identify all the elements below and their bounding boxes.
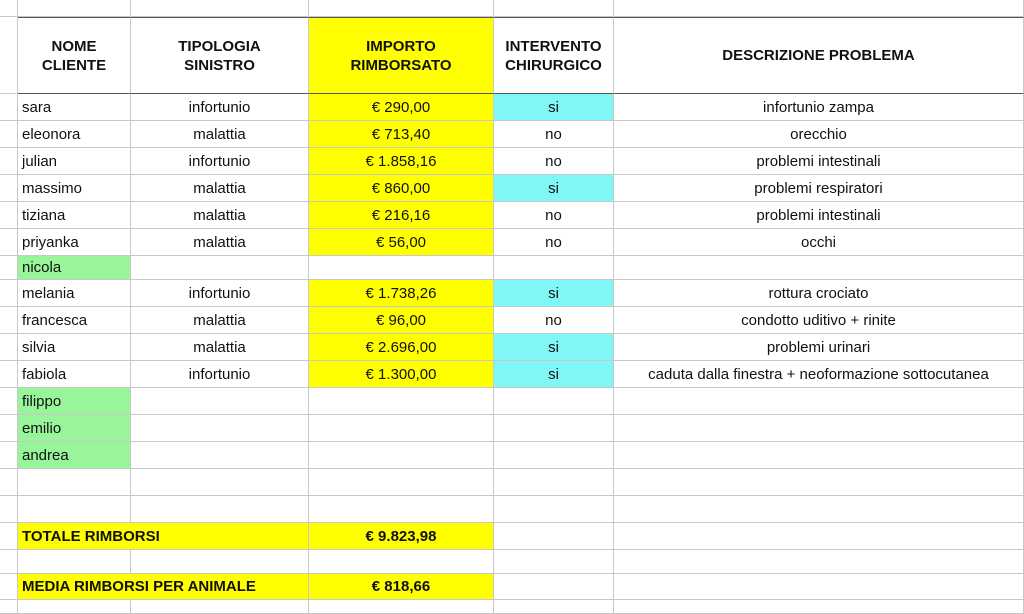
cell-tipologia-sinistro[interactable] bbox=[131, 415, 309, 442]
cell-descrizione-problema[interactable]: rottura crociato bbox=[614, 280, 1024, 307]
cell-descrizione-problema[interactable]: problemi intestinali bbox=[614, 202, 1024, 229]
cell-descrizione-problema[interactable] bbox=[614, 388, 1024, 415]
cell-importo-rimborsato[interactable] bbox=[309, 442, 494, 469]
header-tipologia-sinistro[interactable]: TIPOLOGIA SINISTRO bbox=[131, 17, 309, 94]
empty-cell[interactable] bbox=[18, 496, 131, 523]
cell-importo-rimborsato[interactable] bbox=[309, 415, 494, 442]
empty-cell[interactable] bbox=[18, 550, 131, 574]
cell-intervento-chirurgico[interactable]: si bbox=[494, 175, 614, 202]
empty-cell[interactable] bbox=[0, 469, 18, 496]
cell-intervento-chirurgico[interactable]: no bbox=[494, 307, 614, 334]
cell-intervento-chirurgico[interactable]: si bbox=[494, 280, 614, 307]
empty-cell[interactable] bbox=[0, 334, 18, 361]
empty-cell[interactable] bbox=[18, 469, 131, 496]
cell-descrizione-problema[interactable]: problemi intestinali bbox=[614, 148, 1024, 175]
cell-tipologia-sinistro[interactable]: malattia bbox=[131, 307, 309, 334]
cell-tipologia-sinistro[interactable]: malattia bbox=[131, 334, 309, 361]
empty-cell[interactable] bbox=[0, 496, 18, 523]
empty-cell[interactable] bbox=[0, 361, 18, 388]
cell-nome-cliente[interactable]: francesca bbox=[18, 307, 131, 334]
header-intervento-chirurgico[interactable]: INTERVENTO CHIRURGICO bbox=[494, 17, 614, 94]
cell-importo-rimborsato[interactable]: € 96,00 bbox=[309, 307, 494, 334]
cell-intervento-chirurgico[interactable]: si bbox=[494, 94, 614, 121]
cell-descrizione-problema[interactable]: orecchio bbox=[614, 121, 1024, 148]
empty-cell[interactable] bbox=[0, 202, 18, 229]
empty-cell[interactable] bbox=[0, 523, 18, 550]
cell-nome-cliente[interactable]: tiziana bbox=[18, 202, 131, 229]
empty-cell[interactable] bbox=[614, 0, 1024, 17]
cell-nome-cliente[interactable]: fabiola bbox=[18, 361, 131, 388]
cell-importo-rimborsato[interactable]: € 1.858,16 bbox=[309, 148, 494, 175]
cell-descrizione-problema[interactable] bbox=[614, 256, 1024, 280]
empty-cell[interactable] bbox=[131, 469, 309, 496]
empty-cell[interactable] bbox=[0, 550, 18, 574]
cell-nome-cliente[interactable]: filippo bbox=[18, 388, 131, 415]
empty-cell[interactable] bbox=[614, 600, 1024, 614]
empty-cell[interactable] bbox=[494, 550, 614, 574]
cell-intervento-chirurgico[interactable] bbox=[494, 388, 614, 415]
empty-cell[interactable] bbox=[0, 600, 18, 614]
cell-importo-rimborsato[interactable]: € 2.696,00 bbox=[309, 334, 494, 361]
cell-importo-rimborsato[interactable] bbox=[309, 388, 494, 415]
empty-cell[interactable] bbox=[0, 574, 18, 600]
empty-cell[interactable] bbox=[494, 469, 614, 496]
cell-importo-rimborsato[interactable]: € 1.738,26 bbox=[309, 280, 494, 307]
empty-cell[interactable] bbox=[0, 388, 18, 415]
cell-intervento-chirurgico[interactable]: si bbox=[494, 334, 614, 361]
empty-cell[interactable] bbox=[309, 600, 494, 614]
empty-cell[interactable] bbox=[614, 550, 1024, 574]
cell-importo-rimborsato[interactable]: € 216,16 bbox=[309, 202, 494, 229]
cell-importo-rimborsato[interactable]: € 1.300,00 bbox=[309, 361, 494, 388]
cell-intervento-chirurgico[interactable]: no bbox=[494, 121, 614, 148]
empty-cell[interactable] bbox=[494, 523, 614, 550]
cell-intervento-chirurgico[interactable]: no bbox=[494, 229, 614, 256]
cell-descrizione-problema[interactable]: problemi respiratori bbox=[614, 175, 1024, 202]
cell-intervento-chirurgico[interactable] bbox=[494, 442, 614, 469]
cell-nome-cliente[interactable]: julian bbox=[18, 148, 131, 175]
cell-descrizione-problema[interactable] bbox=[614, 415, 1024, 442]
empty-cell[interactable] bbox=[18, 0, 131, 17]
empty-cell[interactable] bbox=[0, 229, 18, 256]
empty-cell[interactable] bbox=[614, 523, 1024, 550]
empty-cell[interactable] bbox=[0, 94, 18, 121]
totale-rimborsi-value[interactable]: € 9.823,98 bbox=[309, 523, 494, 550]
cell-nome-cliente[interactable]: sara bbox=[18, 94, 131, 121]
empty-cell[interactable] bbox=[309, 496, 494, 523]
cell-descrizione-problema[interactable] bbox=[614, 442, 1024, 469]
empty-cell[interactable] bbox=[614, 469, 1024, 496]
cell-tipologia-sinistro[interactable]: malattia bbox=[131, 121, 309, 148]
cell-intervento-chirurgico[interactable]: no bbox=[494, 148, 614, 175]
cell-descrizione-problema[interactable]: condotto uditivo + rinite bbox=[614, 307, 1024, 334]
cell-intervento-chirurgico[interactable]: si bbox=[494, 361, 614, 388]
empty-cell[interactable] bbox=[0, 17, 18, 94]
empty-cell[interactable] bbox=[614, 496, 1024, 523]
empty-cell[interactable] bbox=[131, 0, 309, 17]
cell-tipologia-sinistro[interactable]: infortunio bbox=[131, 361, 309, 388]
cell-importo-rimborsato[interactable]: € 713,40 bbox=[309, 121, 494, 148]
cell-tipologia-sinistro[interactable]: infortunio bbox=[131, 148, 309, 175]
cell-nome-cliente[interactable]: eleonora bbox=[18, 121, 131, 148]
cell-importo-rimborsato[interactable]: € 290,00 bbox=[309, 94, 494, 121]
empty-cell[interactable] bbox=[0, 148, 18, 175]
empty-cell[interactable] bbox=[18, 600, 131, 614]
cell-importo-rimborsato[interactable]: € 56,00 bbox=[309, 229, 494, 256]
cell-nome-cliente[interactable]: nicola bbox=[18, 256, 131, 280]
empty-cell[interactable] bbox=[494, 600, 614, 614]
empty-cell[interactable] bbox=[131, 600, 309, 614]
empty-cell[interactable] bbox=[309, 0, 494, 17]
empty-cell[interactable] bbox=[0, 121, 18, 148]
cell-nome-cliente[interactable]: massimo bbox=[18, 175, 131, 202]
cell-tipologia-sinistro[interactable]: malattia bbox=[131, 202, 309, 229]
cell-nome-cliente[interactable]: andrea bbox=[18, 442, 131, 469]
empty-cell[interactable] bbox=[0, 256, 18, 280]
cell-tipologia-sinistro[interactable] bbox=[131, 256, 309, 280]
empty-cell[interactable] bbox=[0, 307, 18, 334]
totale-rimborsi-label[interactable]: TOTALE RIMBORSI bbox=[18, 523, 309, 550]
empty-cell[interactable] bbox=[494, 496, 614, 523]
empty-cell[interactable] bbox=[309, 550, 494, 574]
empty-cell[interactable] bbox=[0, 415, 18, 442]
cell-intervento-chirurgico[interactable] bbox=[494, 415, 614, 442]
cell-intervento-chirurgico[interactable]: no bbox=[494, 202, 614, 229]
header-descrizione-problema[interactable]: DESCRIZIONE PROBLEMA bbox=[614, 17, 1024, 94]
empty-cell[interactable] bbox=[131, 550, 309, 574]
cell-descrizione-problema[interactable]: problemi urinari bbox=[614, 334, 1024, 361]
empty-cell[interactable] bbox=[494, 0, 614, 17]
cell-tipologia-sinistro[interactable]: infortunio bbox=[131, 280, 309, 307]
empty-cell[interactable] bbox=[131, 496, 309, 523]
cell-nome-cliente[interactable]: melania bbox=[18, 280, 131, 307]
cell-importo-rimborsato[interactable]: € 860,00 bbox=[309, 175, 494, 202]
cell-tipologia-sinistro[interactable] bbox=[131, 388, 309, 415]
cell-tipologia-sinistro[interactable]: malattia bbox=[131, 175, 309, 202]
empty-cell[interactable] bbox=[494, 574, 614, 600]
cell-importo-rimborsato[interactable] bbox=[309, 256, 494, 280]
cell-intervento-chirurgico[interactable] bbox=[494, 256, 614, 280]
cell-tipologia-sinistro[interactable] bbox=[131, 442, 309, 469]
cell-tipologia-sinistro[interactable]: malattia bbox=[131, 229, 309, 256]
cell-tipologia-sinistro[interactable]: infortunio bbox=[131, 94, 309, 121]
header-nome-cliente[interactable]: NOME CLIENTE bbox=[18, 17, 131, 94]
cell-descrizione-problema[interactable]: infortunio zampa bbox=[614, 94, 1024, 121]
empty-cell[interactable] bbox=[614, 574, 1024, 600]
cell-nome-cliente[interactable]: silvia bbox=[18, 334, 131, 361]
empty-cell[interactable] bbox=[309, 469, 494, 496]
empty-cell[interactable] bbox=[0, 442, 18, 469]
cell-descrizione-problema[interactable]: occhi bbox=[614, 229, 1024, 256]
cell-nome-cliente[interactable]: emilio bbox=[18, 415, 131, 442]
empty-cell[interactable] bbox=[0, 280, 18, 307]
empty-cell[interactable] bbox=[0, 0, 18, 17]
cell-descrizione-problema[interactable]: caduta dalla finestra + neoformazione sottocutanea bbox=[614, 361, 1024, 388]
header-importo-rimborsato[interactable]: IMPORTO RIMBORSATO bbox=[309, 17, 494, 94]
media-rimborsi-value[interactable]: € 818,66 bbox=[309, 574, 494, 600]
cell-nome-cliente[interactable]: priyanka bbox=[18, 229, 131, 256]
empty-cell[interactable] bbox=[0, 175, 18, 202]
media-rimborsi-label[interactable]: MEDIA RIMBORSI PER ANIMALE bbox=[18, 574, 309, 600]
